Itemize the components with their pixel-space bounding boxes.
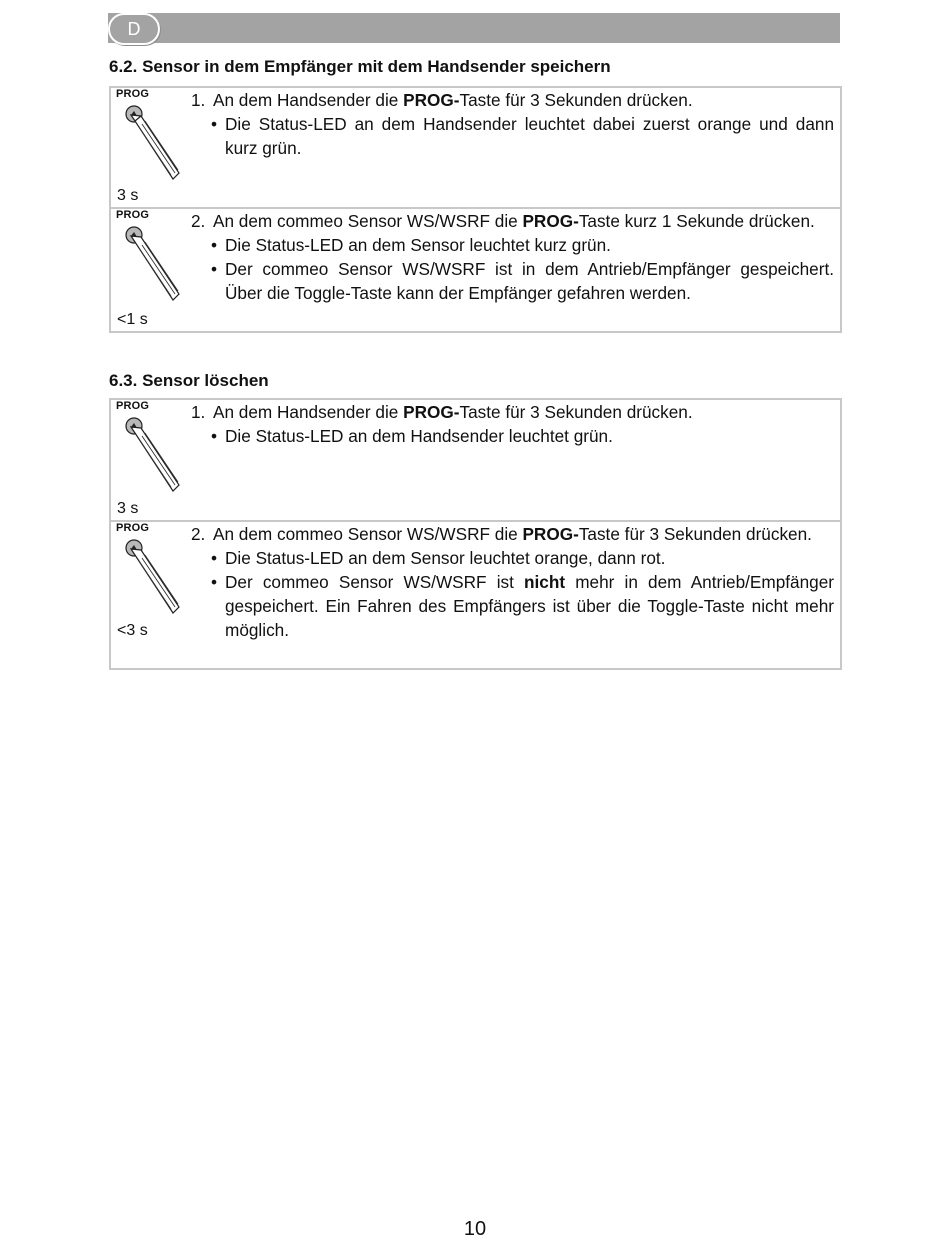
step-number: 2. [191,211,206,231]
instruction-text [191,522,834,642]
pen-press-icon [121,224,183,304]
step-number: 1. [191,90,206,110]
step-text: An dem Handsender die PROG-Taste für 3 Sekunden drücken. [213,402,693,422]
bullet-item: • Die Status-LED an dem Handsender leuchtet grün. [211,426,613,446]
instruction-text [191,400,834,448]
prog-label: PROG [116,209,150,221]
prog-press-illustration [111,400,189,520]
page-number: 10 [463,1218,487,1240]
prog-press-illustration [111,522,189,668]
duration-label: <3 s [117,622,148,639]
header-bar [108,13,840,43]
step-text: An dem commeo Sensor WS/WSRF die PROG-Taste für 3 Sekunden drücken. [213,524,812,544]
instruction-text [191,88,834,160]
duration-label: 3 s [117,500,139,517]
bullet-item: • Die Status-LED an dem Sensor leuchtet kurz grün. [211,235,611,255]
pen-press-icon [121,537,183,617]
step-text: An dem Handsender die PROG-Taste für 3 Sekunden drücken. [213,90,693,110]
step-item [191,209,834,233]
prog-press-illustration [111,88,189,207]
step-text: An dem commeo Sensor WS/WSRF die PROG-Taste kurz 1 Sekunde drücken. [213,211,815,231]
step-item [191,522,834,546]
instruction-row [111,207,840,331]
duration-label: 3 s [117,187,139,204]
bullet-item: • Die Status-LED an dem Sensor leuchtet orange, dann rot. [211,548,666,568]
instruction-table-6-3 [109,398,842,670]
instruction-row [111,88,840,207]
pen-press-icon [121,103,183,183]
pen-press-icon [121,415,183,495]
step-item [191,88,834,112]
step-number: 1. [191,402,206,422]
bullet-item: • Der commeo Sensor WS/WSRF ist nicht mehr in dem Antrieb/Empfänger gespeichert. Ein Fahren des Empfängers ist über die Toggle-Taste nicht mehr möglich. [211,572,834,640]
instruction-row [111,520,840,668]
bullet-item: • Die Status-LED an dem Handsender leuchtet dabei zuerst orange und dann kurz grün. [211,114,834,158]
step-number: 2. [191,524,206,544]
instruction-row [111,400,840,520]
duration-label: <1 s [117,311,148,328]
step-item [191,400,834,424]
section-title-6-3: 6.3. Sensor löschen [109,371,269,390]
prog-label: PROG [116,88,150,100]
prog-press-illustration [111,209,189,331]
bullet-item: • Der commeo Sensor WS/WSRF ist in dem Antrieb/Empfänger gespeichert. Über die Toggle-Taste kann der Empfänger gefahren werden. [211,259,834,303]
instruction-table-6-2 [109,86,842,333]
section-title-6-2: 6.2. Sensor in dem Empfänger mit dem Handsender speichern [109,57,611,76]
language-badge: D [108,13,160,45]
prog-label: PROG [116,400,150,412]
instruction-text [191,209,834,305]
prog-label: PROG [116,522,150,534]
